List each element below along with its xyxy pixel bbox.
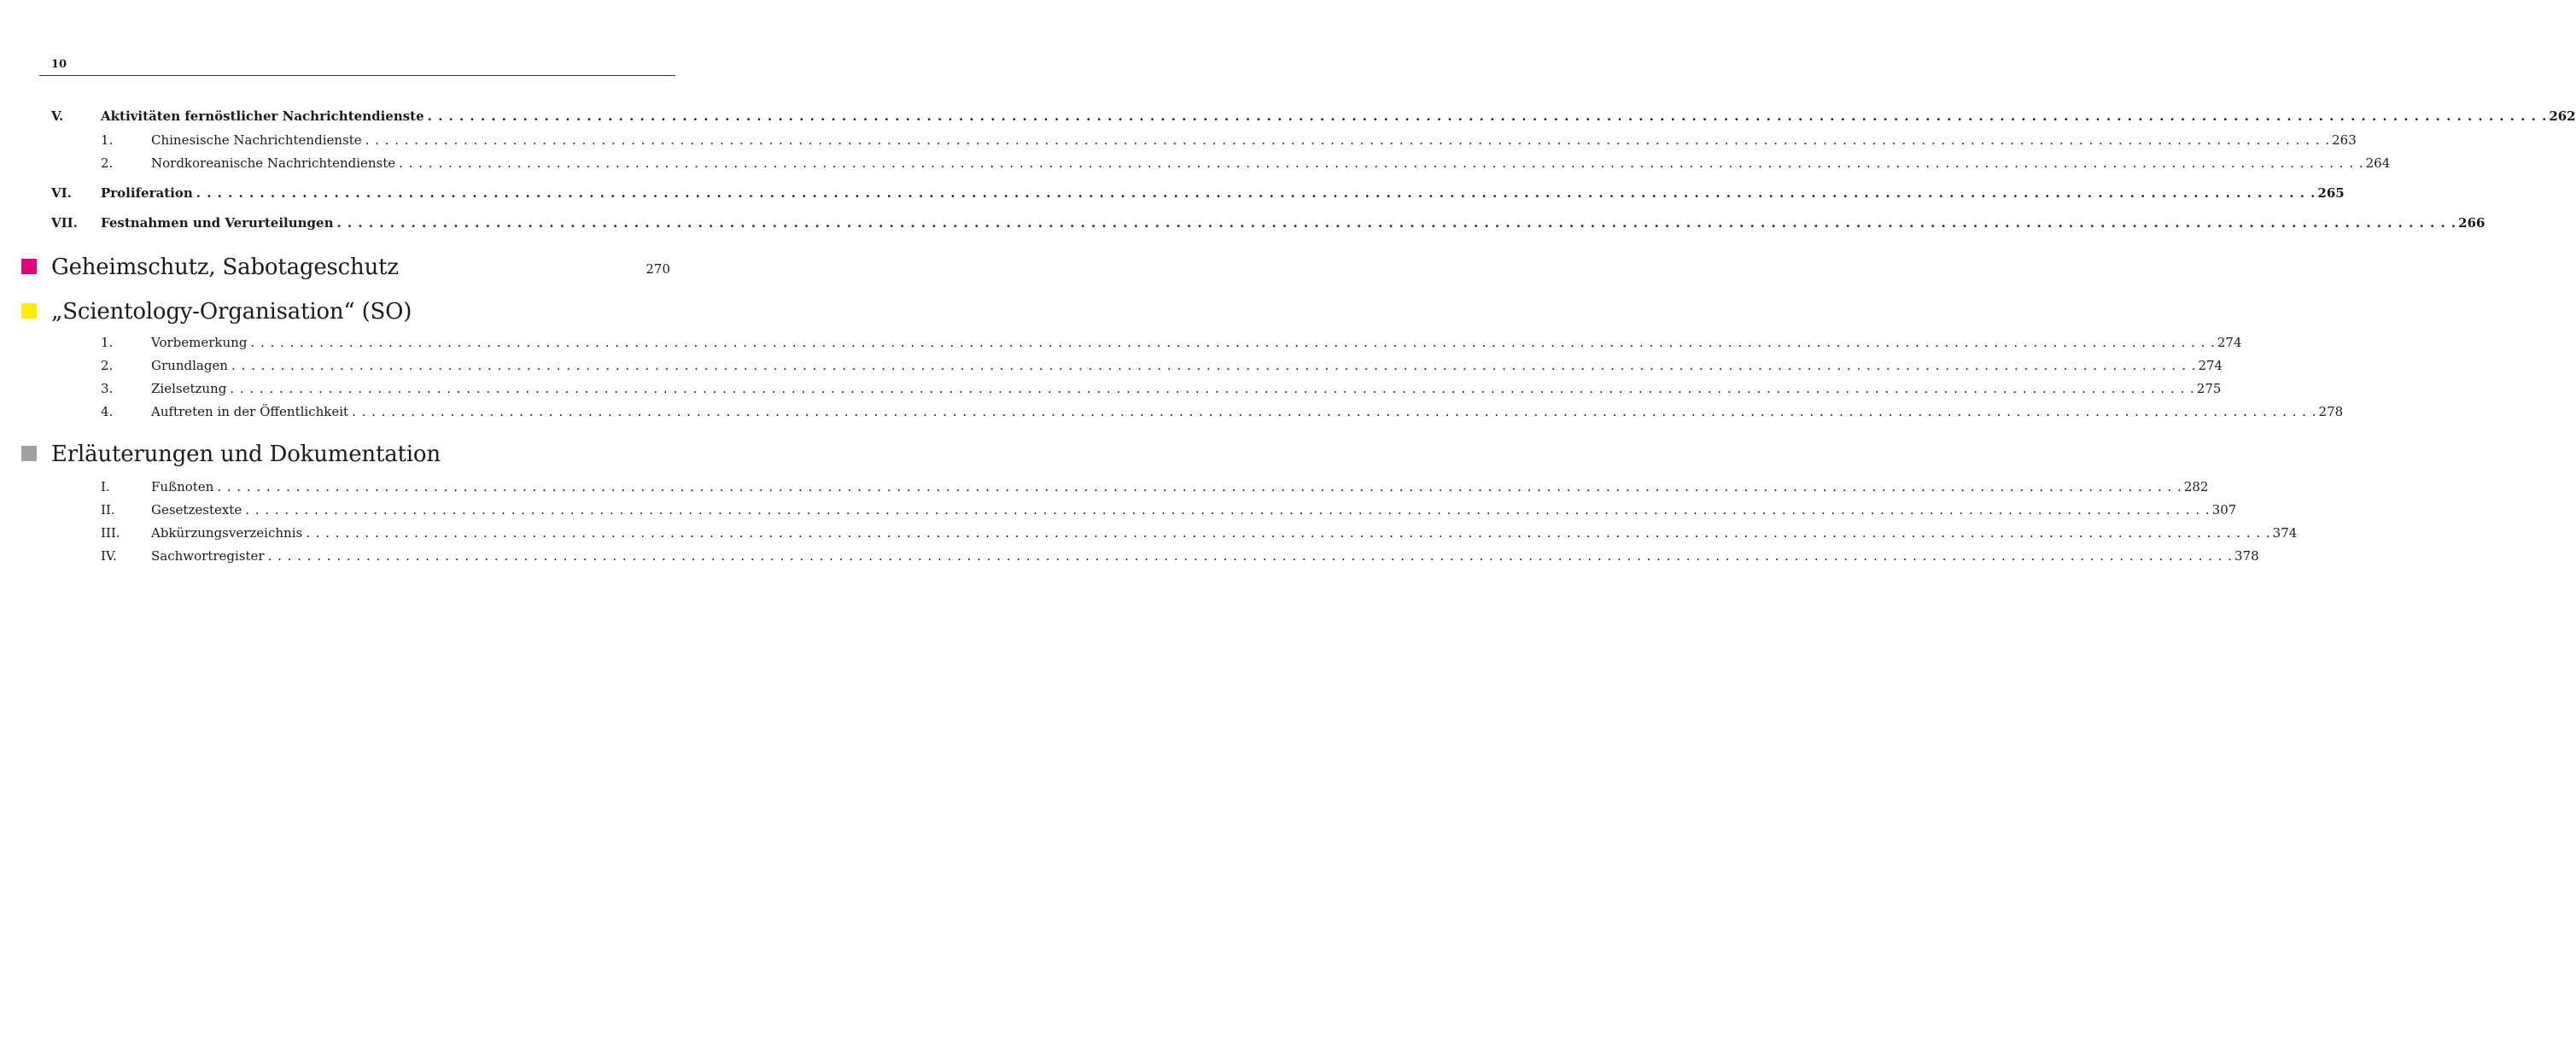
section-page: 270 [645, 261, 670, 277]
leader-dots: . . . . . . . . . . . . . . . . . . . . . . . . . . . . . . . . . . . . . . . . . . . . . . . . . . . . . . . . . . . . . . . . . . . . . . . . . . . . . . . . . . . . . . . . . . . . . . . . . . . . . . . . . . . . . . . . . . . . . . . . . . . . . . . . . . . . . . . . . . . . . . . . . . . . . . . . . . . . . . . . . . . . . . . . . . . . . . . . . . . . . . . . . . . . . . . . . . . . . . . . [245, 502, 2211, 518]
toc-entry-number: 3. [101, 381, 114, 396]
toc-entry-page: 265 [2317, 185, 2345, 201]
toc-entry-label: Proliferation [101, 185, 193, 201]
toc-entry-number: 2. [101, 155, 114, 171]
toc-entry-page: 274 [2198, 358, 2223, 373]
leader-dots: . . . . . . . . . . . . . . . . . . . . . . . . . . . . . . . . . . . . . . . . . . . . . . . . . . . . . . . . . . . . . . . . . . . . . . . . . . . . . . . . . . . . . . . . . . . . . . . . . . . . . . . . . . . . . . . . . . . . . . . . . . . . . . . . . . . . . . . . . . . . . . . . . . . . . . . . . . . . . . . . . . . . . . . . . . . . . . . . . . . . . . . . . . . . . . . . . . . . . . . . [365, 132, 2331, 148]
toc-entry-so-1[interactable] [0, 333, 2242, 352]
toc-entry-label: Abkürzungsverzeichnis [151, 525, 303, 541]
toc-entry-number: IV. [101, 548, 117, 564]
toc-entry-vi[interactable] [0, 184, 2345, 202]
toc-entry-doc-3[interactable] [0, 524, 2298, 542]
toc-entry-number: I. [101, 479, 110, 494]
toc-entry-number: 1. [101, 335, 114, 350]
toc-entry-label: Fußnoten [151, 479, 214, 494]
toc-entry-page: 264 [2365, 155, 2391, 171]
toc-entry-v[interactable] [0, 107, 2576, 126]
toc-entry-so-2[interactable] [0, 356, 2223, 375]
section-erlaeuterungen[interactable] [0, 440, 745, 469]
leader-dots: . . . . . . . . . . . . . . . . . . . . . . . . . . . . . . . . . . . . . . . . . . . . . . . . . . . . . . . . . . . . . . . . . . . . . . . . . . . . . . . . . . . . . . . . . . . . . . . . . . . . . . . . . . . . . . . . . . . . . . . . . . . . . . . . . . . . . . . . . . . . . . . . . . . . . . . . . . . . . . . . . . . . . . . . . . . . . . . . . . . . . . . . . . . . . . . . . . . . . . . . [267, 548, 2234, 564]
leader-dots: . . . . . . . . . . . . . . . . . . . . . . . . . . . . . . . . . . . . . . . . . . . . . . . . . . . . . . . . . . . . . . . . . . . . . . . . . . . . . . . . . . . . . . . . . . . . . . . . . . . . . . . . . . . . . . . . . . . . . . . . . . . . . . . . . . . . . . . . . . . . . . . . . . . . . . . . . . . . . . . . . . . . . . . . . . . . . . . . . . . . . . . . . . . . . . . . . . . . . . . . [230, 381, 2195, 396]
section-color-marker [21, 259, 37, 274]
toc-entry-number: 1. [101, 132, 114, 148]
toc-entry-label: Aktivitäten fernöstlicher Nachrichtendienste [101, 108, 424, 124]
section-color-marker [21, 303, 37, 319]
toc-entry-page: 282 [2183, 479, 2209, 494]
toc-entry-page: 275 [2196, 381, 2222, 396]
section-title: Geheimschutz, Sabotageschutz [51, 255, 399, 280]
toc-entry-number: 4. [101, 404, 114, 419]
toc-entry-page: 262 [2549, 108, 2576, 124]
toc-entry-v-2[interactable] [0, 154, 2391, 173]
section-scientology[interactable] [0, 297, 745, 326]
toc-entry-page: 278 [2318, 404, 2344, 419]
toc-entry-so-4[interactable] [0, 402, 2344, 421]
toc-entry-page: 307 [2211, 502, 2237, 518]
leader-dots: . . . . . . . . . . . . . . . . . . . . . . . . . . . . . . . . . . . . . . . . . . . . . . . . . . . . . . . . . . . . . . . . . . . . . . . . . . . . . . . . . . . . . . . . . . . . . . . . . . . . . . . . . . . . . . . . . . . . . . . . . . . . . . . . . . . . . . . . . . . . . . . . . . . . . . . . . . . . . . . . . . . . . . . . . . . . . . . . . . . . . . . . . . . . . . . . . . . . . . . . [336, 215, 2457, 231]
toc-entry-page: 266 [2458, 215, 2485, 231]
section-title: „Scientology-Organisation“ (SO) [51, 299, 412, 325]
toc-entry-label: Gesetzestexte [151, 502, 242, 518]
leader-dots: . . . . . . . . . . . . . . . . . . . . . . . . . . . . . . . . . . . . . . . . . . . . . . . . . . . . . . . . . . . . . . . . . . . . . . . . . . . . . . . . . . . . . . . . . . . . . . . . . . . . . . . . . . . . . . . . . . . . . . . . . . . . . . . . . . . . . . . . . . . . . . . . . . . . . . . . . . . . . . . . . . . . . . . . . . . . . . . . . . . . . . . . . . . . . . . . . . . . . . . . [250, 335, 2216, 350]
section-color-marker [21, 446, 37, 461]
toc-entry-number: VI. [51, 185, 72, 201]
toc-entry-doc-1[interactable] [0, 477, 2209, 496]
leader-dots: . . . . . . . . . . . . . . . . . . . . . . . . . . . . . . . . . . . . . . . . . . . . . . . . . . . . . . . . . . . . . . . . . . . . . . . . . . . . . . . . . . . . . . . . . . . . . . . . . . . . . . . . . . . . . . . . . . . . . . . . . . . . . . . . . . . . . . . . . . . . . . . . . . . . . . . . . . . . . . . . . . . . . . . . . . . . . . . . . . . . . . . . . . . . . . . . . . . . . . . . [352, 404, 2317, 419]
toc-entry-page: 374 [2272, 525, 2298, 541]
leader-dots: . . . . . . . . . . . . . . . . . . . . . . . . . . . . . . . . . . . . . . . . . . . . . . . . . . . . . . . . . . . . . . . . . . . . . . . . . . . . . . . . . . . . . . . . . . . . . . . . . . . . . . . . . . . . . . . . . . . . . . . . . . . . . . . . . . . . . . . . . . . . . . . . . . . . . . . . . . . . . . . . . . . . . . . . . . . . . . . . . . . . . . . . . . . . . . . . . . . . . . . . [306, 525, 2271, 541]
toc-entry-label: Grundlagen [151, 358, 228, 373]
leader-dots: . . . . . . . . . . . . . . . . . . . . . . . . . . . . . . . . . . . . . . . . . . . . . . . . . . . . . . . . . . . . . . . . . . . . . . . . . . . . . . . . . . . . . . . . . . . . . . . . . . . . . . . . . . . . . . . . . . . . . . . . . . . . . . . . . . . . . . . . . . . . . . . . . . . . . . . . . . . . . . . . . . . . . . . . . . . . . . . . . . . . . . . . . . . . . . . . . . . . . . . . [427, 108, 2548, 124]
leader-dots: . . . . . . . . . . . . . . . . . . . . . . . . . . . . . . . . . . . . . . . . . . . . . . . . . . . . . . . . . . . . . . . . . . . . . . . . . . . . . . . . . . . . . . . . . . . . . . . . . . . . . . . . . . . . . . . . . . . . . . . . . . . . . . . . . . . . . . . . . . . . . . . . . . . . . . . . . . . . . . . . . . . . . . . . . . . . . . . . . . . . . . . . . . . . . . . . . . . . . . . . [196, 185, 2316, 201]
toc-entry-label: Vorbemerkung [151, 335, 248, 350]
toc-entry-label: Festnahmen und Verurteilungen [101, 215, 334, 231]
toc-entry-so-3[interactable] [0, 379, 2222, 398]
toc-entry-label: Nordkoreanische Nachrichtendienste [151, 155, 396, 171]
toc-entry-page: 274 [2217, 335, 2242, 350]
leader-dots: . . . . . . . . . . . . . . . . . . . . . . . . . . . . . . . . . . . . . . . . . . . . . . . . . . . . . . . . . . . . . . . . . . . . . . . . . . . . . . . . . . . . . . . . . . . . . . . . . . . . . . . . . . . . . . . . . . . . . . . . . . . . . . . . . . . . . . . . . . . . . . . . . . . . . . . . . . . . . . . . . . . . . . . . . . . . . . . . . . . . . . . . . . . . . . . . . . . . . . . . [399, 155, 2364, 171]
section-geheimschutz[interactable] [0, 253, 745, 282]
toc-entry-label: Sachwortregister [151, 548, 265, 564]
toc-entry-label: Chinesische Nachrichtendienste [151, 132, 362, 148]
page-number: 10 [51, 58, 67, 71]
leader-dots: . . . . . . . . . . . . . . . . . . . . . . . . . . . . . . . . . . . . . . . . . . . . . . . . . . . . . . . . . . . . . . . . . . . . . . . . . . . . . . . . . . . . . . . . . . . . . . . . . . . . . . . . . . . . . . . . . . . . . . . . . . . . . . . . . . . . . . . . . . . . . . . . . . . . . . . . . . . . . . . . . . . . . . . . . . . . . . . . . . . . . . . . . . . . . . . . . . . . . . . . [231, 358, 2197, 373]
toc-entry-label: Auftreten in der Öffentlichkeit [151, 404, 349, 419]
toc-entry-number: 2. [101, 358, 114, 373]
toc-entry-label: Zielsetzung [151, 381, 227, 396]
toc-entry-number: VII. [51, 215, 78, 231]
header-rule [39, 75, 675, 76]
toc-entry-doc-2[interactable] [0, 500, 2237, 519]
toc-entry-number: V. [51, 108, 64, 124]
toc-entry-doc-4[interactable] [0, 547, 2259, 565]
toc-entry-number: II. [101, 502, 115, 518]
leader-dots: . . . . . . . . . . . . . . . . . . . . . . . . . . . . . . . . . . . . . . . . . . . . . . . . . . . . . . . . . . . . . . . . . . . . . . . . . . . . . . . . . . . . . . . . . . . . . . . . . . . . . . . . . . . . . . . . . . . . . . . . . . . . . . . . . . . . . . . . . . . . . . . . . . . . . . . . . . . . . . . . . . . . . . . . . . . . . . . . . . . . . . . . . . . . . . . . . . . . . . . . [217, 479, 2182, 494]
section-title: Erläuterungen und Dokumentation [51, 442, 441, 467]
toc-entry-page: 263 [2332, 132, 2357, 148]
toc-entry-number: III. [101, 525, 120, 541]
toc-entry-vii[interactable] [0, 214, 2485, 232]
toc-entry-v-1[interactable] [0, 131, 2357, 149]
toc-entry-page: 378 [2234, 548, 2259, 564]
